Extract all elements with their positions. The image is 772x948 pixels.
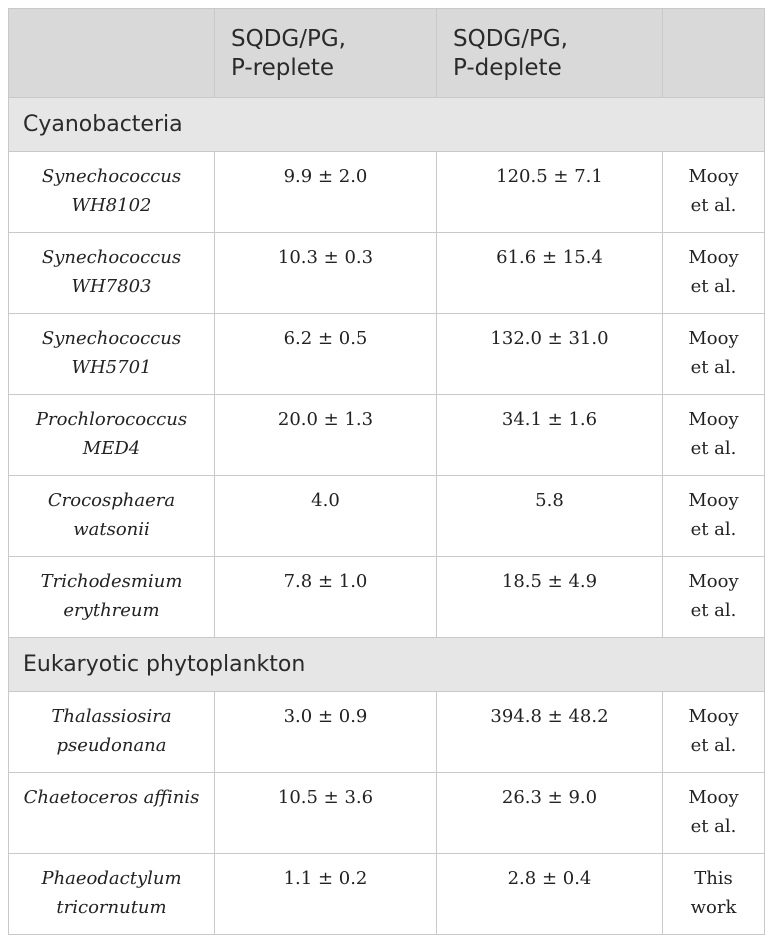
- species-genus: Synechococcus: [41, 328, 182, 349]
- replete-value: 1.1 ± 0.2: [215, 854, 437, 935]
- species-epithet: WH5701: [71, 357, 152, 378]
- source-cell: [663, 557, 765, 638]
- source-line1: Mooy: [688, 787, 739, 808]
- species-genus: Crocosphaera: [47, 490, 176, 511]
- species-genus: Trichodesmium: [40, 571, 183, 592]
- source-line2: et al.: [690, 357, 737, 378]
- deplete-value: 34.1 ± 1.6: [437, 395, 663, 476]
- table-row: [9, 395, 765, 476]
- header-organism: [9, 9, 215, 98]
- source-line1: Mooy: [688, 166, 739, 187]
- source-line1: Mooy: [688, 706, 739, 727]
- source-cell: [663, 476, 765, 557]
- table-row: [9, 557, 765, 638]
- source-line2: et al.: [690, 519, 737, 540]
- header-replete-line1: SQDG/PG,: [231, 26, 346, 52]
- source-cell: [663, 692, 765, 773]
- replete-value: 3.0 ± 0.9: [215, 692, 437, 773]
- deplete-value: 61.6 ± 15.4: [437, 233, 663, 314]
- species-epithet: pseudonana: [56, 735, 167, 756]
- species-epithet: erythreum: [63, 600, 160, 621]
- species-genus: Chaetoceros affinis: [23, 787, 200, 808]
- section-row-eukaryotic: [9, 638, 765, 692]
- deplete-value: 120.5 ± 7.1: [437, 152, 663, 233]
- species-epithet: tricornutum: [56, 897, 167, 918]
- section-title: Cyanobacteria: [9, 98, 765, 152]
- table-row: [9, 233, 765, 314]
- source-line1: Mooy: [688, 328, 739, 349]
- source-cell: [663, 854, 765, 935]
- lipid-ratio-table: [8, 8, 765, 935]
- species-cell: [9, 314, 215, 395]
- species-genus: Synechococcus: [41, 247, 182, 268]
- deplete-value: 132.0 ± 31.0: [437, 314, 663, 395]
- replete-value: 6.2 ± 0.5: [215, 314, 437, 395]
- source-line2: work: [690, 897, 737, 918]
- species-epithet: MED4: [82, 438, 141, 459]
- table-row: [9, 854, 765, 935]
- header-replete: [215, 9, 437, 98]
- source-line2: et al.: [690, 735, 737, 756]
- species-cell: [9, 152, 215, 233]
- species-cell: [9, 557, 215, 638]
- deplete-value: 394.8 ± 48.2: [437, 692, 663, 773]
- header-source: [663, 9, 765, 98]
- header-deplete-line1: SQDG/PG,: [453, 26, 568, 52]
- replete-value: 7.8 ± 1.0: [215, 557, 437, 638]
- species-epithet: WH8102: [71, 195, 152, 216]
- species-epithet: watsonii: [73, 519, 150, 540]
- header-row: [9, 9, 765, 98]
- species-cell: [9, 233, 215, 314]
- source-line2: et al.: [690, 600, 737, 621]
- replete-value: 9.9 ± 2.0: [215, 152, 437, 233]
- source-cell: [663, 395, 765, 476]
- header-deplete: [437, 9, 663, 98]
- source-line2: et al.: [690, 816, 737, 837]
- deplete-value: 18.5 ± 4.9: [437, 557, 663, 638]
- table-row: [9, 314, 765, 395]
- species-cell: [9, 854, 215, 935]
- species-cell: [9, 692, 215, 773]
- source-line1: This: [694, 868, 733, 889]
- source-line2: et al.: [690, 276, 737, 297]
- source-line1: Mooy: [688, 247, 739, 268]
- source-line1: Mooy: [688, 409, 739, 430]
- replete-value: 4.0: [215, 476, 437, 557]
- replete-value: 10.3 ± 0.3: [215, 233, 437, 314]
- species-genus: Synechococcus: [41, 166, 182, 187]
- source-cell: [663, 773, 765, 854]
- replete-value: 20.0 ± 1.3: [215, 395, 437, 476]
- source-line1: Mooy: [688, 490, 739, 511]
- table-row: [9, 476, 765, 557]
- source-cell: [663, 233, 765, 314]
- section-title: Eukaryotic phytoplankton: [9, 638, 765, 692]
- species-cell: [9, 773, 215, 854]
- deplete-value: 26.3 ± 9.0: [437, 773, 663, 854]
- table-row: [9, 773, 765, 854]
- species-genus: Prochlorococcus: [35, 409, 188, 430]
- section-row-cyanobacteria: [9, 98, 765, 152]
- header-replete-line2: P-replete: [231, 55, 335, 81]
- table-row: [9, 692, 765, 773]
- species-genus: Phaeodactylum: [41, 868, 182, 889]
- source-cell: [663, 152, 765, 233]
- species-cell: [9, 395, 215, 476]
- replete-value: 10.5 ± 3.6: [215, 773, 437, 854]
- deplete-value: 2.8 ± 0.4: [437, 854, 663, 935]
- source-line1: Mooy: [688, 571, 739, 592]
- species-cell: [9, 476, 215, 557]
- header-deplete-line2: P-deplete: [453, 55, 562, 81]
- source-line2: et al.: [690, 438, 737, 459]
- species-epithet: WH7803: [71, 276, 152, 297]
- species-genus: Thalassiosira: [51, 706, 172, 727]
- deplete-value: 5.8: [437, 476, 663, 557]
- source-line2: et al.: [690, 195, 737, 216]
- source-cell: [663, 314, 765, 395]
- table-row: [9, 152, 765, 233]
